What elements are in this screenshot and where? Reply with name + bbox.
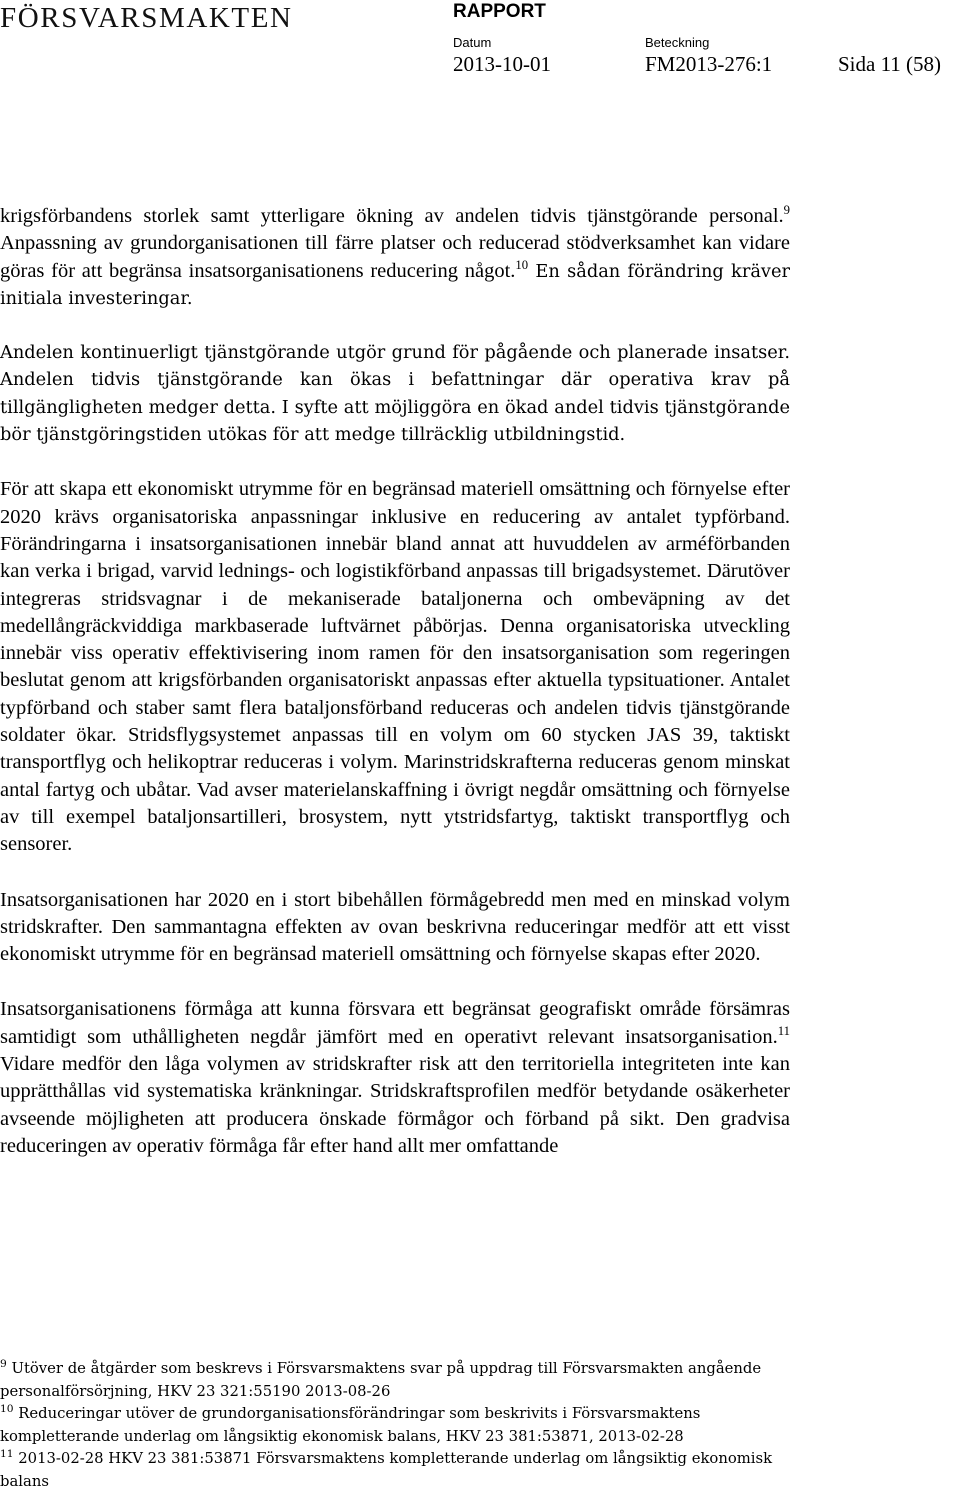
footnote (0, 1403, 800, 1448)
paragraph: Andelen kontinuerligt tjänstgörande utgör grund för pågående och planerade insatser. Andelen tidvis tjänstgörande kan ökas i befattningar där operativa krav på tillgängligheten medger detta. I syfte att möjliggöra en ökad andel tidvis tjänstgörande bör tjänstgöringstiden utökas för att medge tillräcklig utbildningstid. (0, 342, 790, 446)
paragraph-text: krigsförbandens storlek samt ytterligare ökning av andelen tidvis tjänstgörande personal. (0, 205, 784, 227)
document-body (0, 203, 790, 1188)
footnote-ref-11: 11 (777, 1023, 790, 1038)
page-indicator: Sida 11 (58) (838, 52, 942, 76)
footnote-ref-9: 9 (783, 203, 790, 218)
footnote-ref-10: 10 (515, 257, 529, 272)
paragraph (0, 996, 790, 1160)
paragraph-text: Insatsorganisationens förmåga att kunna försvara ett begränsat geografiskt område försämras samtidigt som uthålligheten negdår jämfört med en operativt relevant insatsorganisation. (0, 998, 790, 1048)
date-value: 2013-10-01 (453, 52, 551, 76)
footnote-text: Reduceringar utöver de grundorganisationsförändringar som beskrivits i Försvarsmaktens kompletterande underlag om långsiktig ekonomisk balans, HKV 23 381:53871, 2013-02-28 (0, 1405, 701, 1445)
paragraph: För att skapa ett ekonomiskt utrymme för en begränsad materiell omsättning och förnyelse efter 2020 krävs organisatoriska anpassningar inklusive en reducering av antalet typförband. Förändringarna i insatsorganisationen innebär bland annat att huvuddelen av arméförbanden kan verka i brigad, varvid lednings- och logistikförband anpassas till brigadsystemet. Därutöver integreras stridsvagnar i de mekaniserade bataljonerna och ombeväpning av det medellångräckviddiga markbaserade luftvärnet påbörjas. Denna organisatoriska utveckling innebär viss operativ effektivisering inom ramen för den insatsorganisation som regeringen beslutat genom att krigsförbanden organisatoriskt anpassas efter aktuella typsituationer. Antalet typförband och staber samt flera bataljonsförband reduceras och andelen tidvis tjänstgörande soldater ökar. Stridsflygsystemet anpassas till en volym om 60 stycken JAS 39, taktiskt transportflyg och helikoptrar reduceras i volym. Marinstridskrafterna reduceras genom minskat antal fartyg och ubåtar. Vad avser materielanskaffning i övrigt negdår omsättning och förnyelse av till exempel bataljonsartilleri, brosystem, nytt ytstridsfartyg, taktiskt transportflyg och sensorer. (0, 478, 790, 856)
date-label: Datum (453, 35, 492, 50)
footnote (0, 1358, 800, 1403)
paragraph (0, 203, 790, 312)
footnote-text: Utöver de åtgärder som beskrevs i Försvarsmaktens svar på uppdrag till Försvarsmakten angående personalförsörjning, HKV 23 321:55190 2013-08-26 (0, 1360, 762, 1400)
footnote-number: 9 (0, 1357, 7, 1371)
paragraph-text: Anpassning av grundorganisationen till färre platser och reducerad stödverksamhet kan vidare göras för att begränsa insatsorganisationens reducering något. (0, 232, 790, 282)
reference-label: Beteckning (645, 35, 710, 50)
footnote-number: 10 (0, 1402, 14, 1416)
paragraph: Insatsorganisationen har 2020 en i stort bibehållen förmågebredd men med en minskad volym stridskrafter. Den sammantagna effekten av ovan beskrivna reduceringar medför att ett visst ekonomiskt utrymme för en begränsad materiell omsättning och förnyelse skapas efter 2020. (0, 888, 790, 966)
organization-logo: FÖRSVARSMAKTEN (0, 2, 293, 34)
footnotes (0, 1358, 800, 1493)
paragraph-text: Vidare medför den låga volymen av stridskrafter risk att den territoriella integriteten inte kan upprätthållas vid systematiska kränkningar. Stridskraftsprofilen medför betydande osäkerheter avseende möjligheten att producera önskade förmågor och förband på sikt. Den gradvisa reduceringen av operativ förmåga får efter hand allt mer omfattande (0, 1053, 790, 1157)
footnote-text: 2013-02-28 HKV 23 381:53871 Försvarsmaktens kompletterande underlag om långsiktig ekonomisk balans (0, 1450, 773, 1490)
paragraph-text: En sådan förändring kräver initiala investeringar. (0, 260, 790, 309)
reference-value: FM2013-276:1 (645, 52, 773, 76)
document-type: RAPPORT (453, 1, 546, 22)
footnote (0, 1448, 800, 1493)
footnote-number: 11 (0, 1447, 14, 1461)
